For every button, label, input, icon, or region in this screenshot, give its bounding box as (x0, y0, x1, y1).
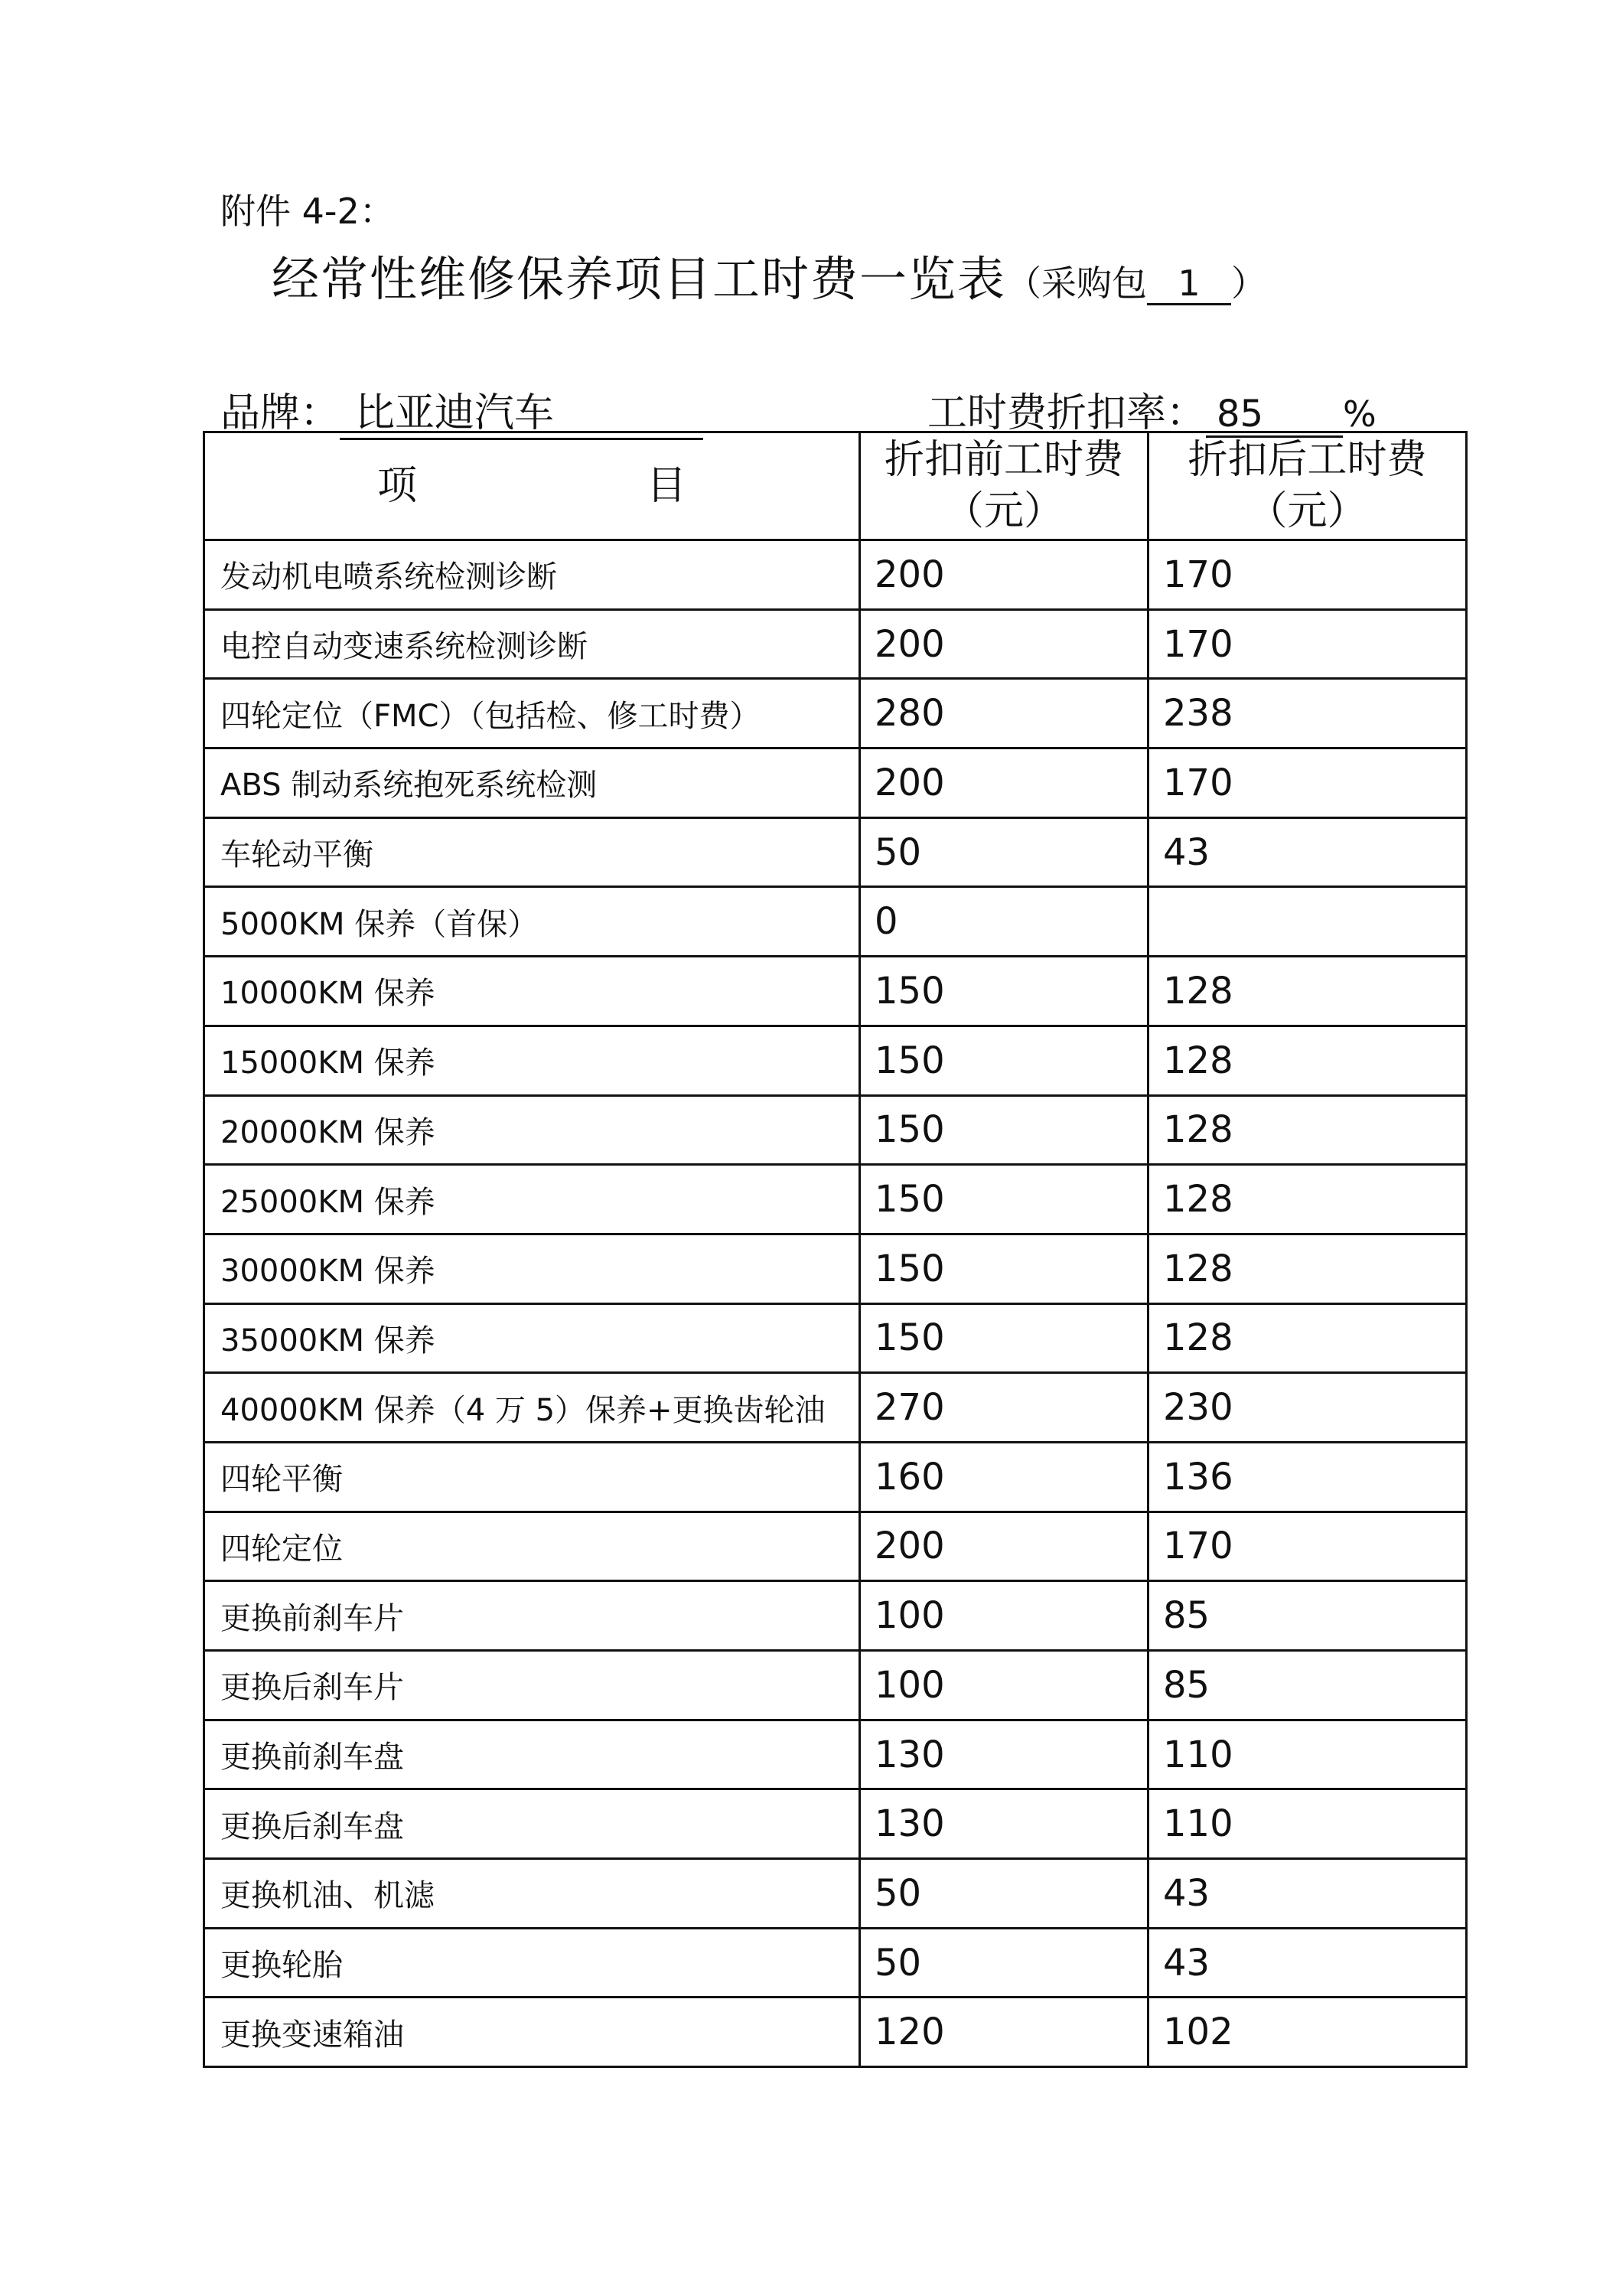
after-fee-cell: 230 (1148, 1373, 1467, 1443)
before-fee-cell: 270 (860, 1373, 1148, 1443)
item-name-cell: 15000KM 保养 (204, 1026, 860, 1095)
title-suffix-close: ） (1231, 263, 1267, 304)
before-fee-cell: 200 (860, 748, 1148, 818)
attachment-label: 附件 4-2： (220, 191, 395, 232)
header-after-line2: （元） (1247, 488, 1367, 534)
table-row (204, 1789, 1467, 1859)
item-name-cell: 10000KM 保养 (204, 957, 860, 1026)
header-item-char-1: 项 (376, 462, 417, 509)
before-fee-cell: 130 (860, 1720, 1148, 1789)
before-fee-cell: 50 (860, 1928, 1148, 1998)
after-fee-cell: 85 (1148, 1651, 1467, 1720)
discount-value: 85 (1206, 393, 1343, 438)
item-name-cell: 更换前刹车片 (204, 1581, 860, 1651)
before-fee-cell: 150 (860, 1026, 1148, 1095)
brand-value: 比亚迪汽车 (340, 380, 703, 440)
table-row (204, 1095, 1467, 1165)
before-fee-cell: 130 (860, 1789, 1148, 1859)
item-name-cell: 发动机电喷系统检测诊断 (204, 540, 860, 610)
table-row (204, 609, 1467, 679)
before-fee-cell: 100 (860, 1651, 1148, 1720)
after-fee-cell: 128 (1148, 1303, 1467, 1373)
item-name-cell: 更换机油、机滤 (204, 1859, 860, 1929)
after-fee-cell: 43 (1148, 1859, 1467, 1929)
before-fee-cell: 0 (860, 887, 1148, 957)
after-fee-cell: 85 (1148, 1581, 1467, 1651)
table-row (204, 1651, 1467, 1720)
header-before-line2: （元） (943, 488, 1064, 534)
table-row (204, 1442, 1467, 1512)
document-title (272, 241, 1266, 309)
after-fee-cell: 102 (1148, 1998, 1467, 2067)
before-fee-cell: 280 (860, 679, 1148, 748)
item-name-cell: 25000KM 保养 (204, 1165, 860, 1234)
item-name-cell: 40000KM 保养（4 万 5）保养+更换齿轮油 (204, 1373, 860, 1443)
before-fee-cell: 200 (860, 609, 1148, 679)
after-fee-cell: 128 (1148, 1165, 1467, 1234)
table-row (204, 1928, 1467, 1998)
after-fee-cell: 128 (1148, 957, 1467, 1026)
title-suffix-open: （采购包 (1006, 263, 1148, 304)
table-row (204, 1998, 1467, 2067)
item-name-cell: 更换后刹车片 (204, 1651, 860, 1720)
table-row (204, 1234, 1467, 1303)
table-header-row (204, 432, 1467, 540)
item-name-cell: 30000KM 保养 (204, 1234, 860, 1303)
item-name-cell: ABS 制动系统抱死系统检测 (204, 748, 860, 818)
labor-fee-table (203, 431, 1468, 2068)
table-row (204, 957, 1467, 1026)
item-name-cell: 更换变速箱油 (204, 1998, 860, 2067)
item-name-cell: 更换轮胎 (204, 1928, 860, 1998)
table-row (204, 817, 1467, 887)
item-name-cell: 更换前刹车盘 (204, 1720, 860, 1789)
table-row (204, 1026, 1467, 1095)
after-fee-cell (1148, 887, 1467, 957)
header-before-discount (860, 432, 1148, 540)
table-row (204, 887, 1467, 957)
header-after-discount (1148, 432, 1467, 540)
before-fee-cell: 200 (860, 540, 1148, 610)
table-row (204, 1165, 1467, 1234)
before-fee-cell: 200 (860, 1512, 1148, 1581)
before-fee-cell: 150 (860, 1095, 1148, 1165)
item-name-cell: 35000KM 保养 (204, 1303, 860, 1373)
header-before-line1: 折扣前工时费 (884, 437, 1123, 484)
after-fee-cell: 128 (1148, 1026, 1467, 1095)
header-item (204, 432, 860, 540)
table-row (204, 1581, 1467, 1651)
table-row (204, 748, 1467, 818)
after-fee-cell: 170 (1148, 748, 1467, 818)
after-fee-cell: 238 (1148, 679, 1467, 748)
header-after-line1: 折扣后工时费 (1188, 437, 1427, 484)
after-fee-cell: 136 (1148, 1442, 1467, 1512)
after-fee-cell: 128 (1148, 1095, 1467, 1165)
after-fee-cell: 43 (1148, 1928, 1467, 1998)
table-row (204, 679, 1467, 748)
item-name-cell: 电控自动变速系统检测诊断 (204, 609, 860, 679)
title-main: 经常性维修保养项目工时费一览表 (272, 251, 1007, 307)
after-fee-cell: 170 (1148, 540, 1467, 610)
table-row (204, 1373, 1467, 1443)
discount-unit: % (1343, 393, 1377, 435)
before-fee-cell: 50 (860, 1859, 1148, 1929)
before-fee-cell: 150 (860, 957, 1148, 1026)
before-fee-cell: 120 (860, 1998, 1148, 2067)
item-name-cell: 车轮动平衡 (204, 817, 860, 887)
item-name-cell: 四轮平衡 (204, 1442, 860, 1512)
item-name-cell: 5000KM 保养（首保） (204, 887, 860, 957)
brand-label: 品牌： (220, 390, 340, 436)
before-fee-cell: 150 (860, 1234, 1148, 1303)
after-fee-cell: 43 (1148, 817, 1467, 887)
item-name-cell: 20000KM 保养 (204, 1095, 860, 1165)
item-name-cell: 更换后刹车盘 (204, 1789, 860, 1859)
discount-label: 工时费折扣率： (927, 390, 1207, 436)
before-fee-cell: 50 (860, 817, 1148, 887)
package-number: 1 (1147, 264, 1231, 305)
table-row (204, 1303, 1467, 1373)
before-fee-cell: 150 (860, 1303, 1148, 1373)
header-item-char-2: 目 (647, 462, 687, 509)
discount-line (927, 380, 1377, 438)
before-fee-cell: 150 (860, 1165, 1148, 1234)
item-name-cell: 四轮定位 (204, 1512, 860, 1581)
after-fee-cell: 110 (1148, 1789, 1467, 1859)
after-fee-cell: 170 (1148, 1512, 1467, 1581)
table-row (204, 1512, 1467, 1581)
before-fee-cell: 100 (860, 1581, 1148, 1651)
after-fee-cell: 128 (1148, 1234, 1467, 1303)
table-row (204, 1720, 1467, 1789)
table-row (204, 540, 1467, 610)
after-fee-cell: 110 (1148, 1720, 1467, 1789)
item-name-cell: 四轮定位（FMC）（包括检、修工时费） (204, 679, 860, 748)
table-row (204, 1859, 1467, 1929)
after-fee-cell: 170 (1148, 609, 1467, 679)
before-fee-cell: 160 (860, 1442, 1148, 1512)
